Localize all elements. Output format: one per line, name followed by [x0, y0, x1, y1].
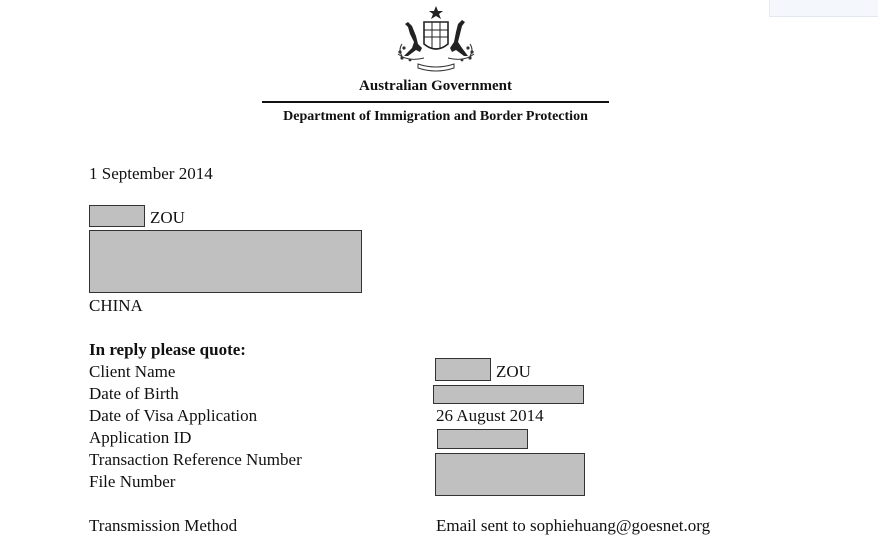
- file-number-label: File Number: [89, 472, 176, 491]
- transmission-value: Email sent to sophiehuang@goesnet.org: [436, 516, 711, 535]
- coat-of-arms-icon: [388, 4, 484, 76]
- redacted-trn-file-number: [435, 453, 585, 496]
- trn-label: Transaction Reference Number: [89, 450, 302, 469]
- redacted-given-name: [89, 205, 145, 227]
- letterhead-divider: [262, 101, 609, 103]
- visa-app-date-label: Date of Visa Application: [89, 406, 258, 425]
- client-name-label: Client Name: [89, 362, 176, 381]
- transmission-label: Transmission Method: [89, 516, 238, 535]
- redacted-app-id: [437, 429, 528, 449]
- dob-label: Date of Birth: [89, 384, 179, 403]
- app-id-label: Application ID: [89, 428, 192, 447]
- recipient-country: CHINA: [89, 296, 143, 315]
- visa-app-date-value: 26 August 2014: [436, 406, 544, 425]
- reference-heading: In reply please quote:: [89, 340, 246, 359]
- redacted-address: [89, 230, 362, 293]
- redacted-client-given-name: [435, 358, 491, 381]
- department-name: Department of Immigration and Border Protection: [283, 109, 588, 124]
- client-name-value: ZOU: [496, 362, 531, 381]
- corner-tab: [769, 0, 878, 17]
- letter-date: 1 September 2014: [89, 164, 213, 183]
- government-title: Australian Government: [359, 78, 512, 94]
- redacted-dob: [433, 385, 584, 404]
- recipient-surname: ZOU: [150, 208, 185, 227]
